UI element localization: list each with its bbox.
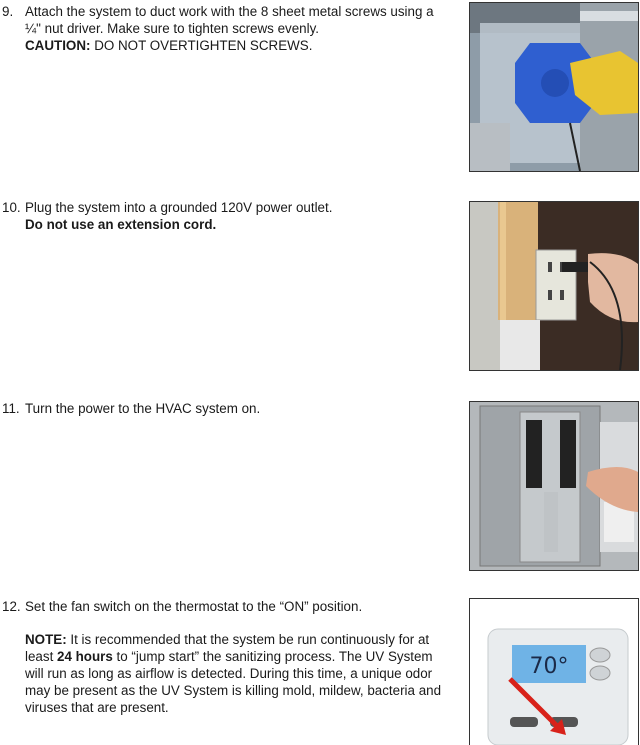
step-number: 9. [2, 4, 14, 19]
warning-line: Do not use an extension cord. [25, 217, 217, 232]
step-text [25, 598, 455, 716]
note-text: It is recommended that the system be run continuously for at [66, 632, 430, 647]
step-text [25, 400, 455, 417]
step-line: Attach the system to duct work with the 8 sheet metal screws using a [25, 4, 434, 19]
note-text: will run as long as airflow is detected. During this time, a unique odor [25, 666, 433, 681]
caution-label: CAUTION: [25, 38, 91, 53]
thermostat-temp: 70° [529, 654, 569, 679]
note-text: viruses that are present. [25, 700, 169, 715]
breaker-panel-photo [469, 401, 639, 571]
note-text: to “jump start” the sanitizing process. The UV System [112, 649, 433, 664]
step-line: ¼" nut driver. Make sure to tighten screws evenly. [25, 21, 320, 36]
step-line: Set the fan switch on the thermostat to the “ON” position. [25, 599, 363, 614]
step-line: Turn the power to the HVAC system on. [25, 401, 261, 416]
step-number: 12. [2, 599, 21, 614]
note-text: least [25, 649, 58, 664]
caution-text: DO NOT OVERTIGHTEN SCREWS. [90, 38, 313, 53]
power-outlet-photo [469, 201, 639, 371]
step-text [25, 199, 455, 233]
note-paragraph [25, 631, 455, 716]
step-line: Plug the system into a grounded 120V power outlet. [25, 200, 333, 215]
step-text [25, 3, 455, 54]
note-label: NOTE: [25, 632, 67, 647]
caution-line [25, 37, 455, 54]
step-number: 11. [2, 401, 20, 416]
thermostat-photo [469, 598, 639, 745]
duct-screw-photo [469, 2, 639, 172]
note-text: may be present as the UV System is killing mold, mildew, bacteria and [25, 683, 442, 698]
note-emphasis: 24 hours [57, 649, 113, 664]
step-number: 10. [2, 200, 21, 215]
